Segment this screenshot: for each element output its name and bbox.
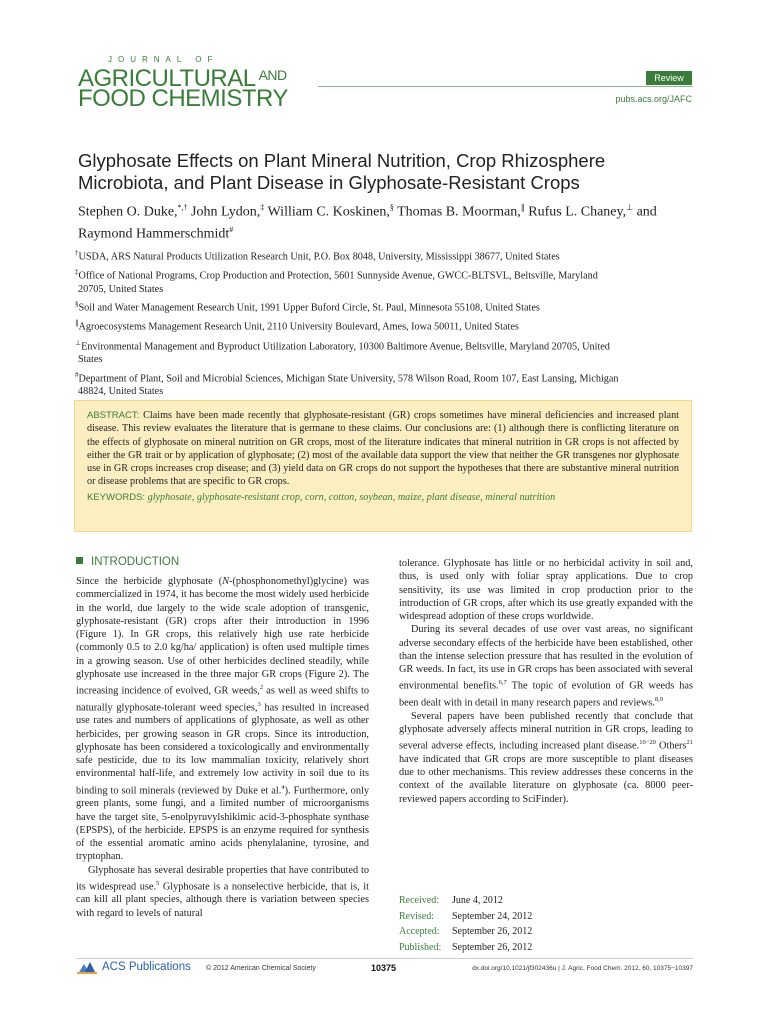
journal-name-small: JOURNAL OF [108, 55, 219, 64]
affiliation-list [75, 247, 700, 401]
author-affiliation-mark: # [229, 224, 234, 234]
affiliation-text-cont: 20705, United States [78, 283, 164, 295]
affiliation-mark: # [75, 370, 79, 379]
section-square-icon [76, 557, 83, 564]
text-run: as well as weed shifts to naturally glyphosate-tolerant weed species, [76, 685, 369, 714]
date-label: Accepted: [399, 926, 440, 937]
text-run: ). Furthermore, only green plants, some fungi, and a limited number of microorganisms have the target site, 5-enolpyruvylshikimic acid-3-phosphate synthase (EPSPS), of the herbicide. EPSPS is an enzyme required for synthesis of the essential aromatic amino acids phenylalanine, tyrosine, and tryptophan. [76, 785, 369, 863]
date-label: Received: [399, 895, 439, 906]
affiliation-mark: ‡ [75, 268, 79, 277]
intro-paragraph-4 [399, 623, 693, 709]
text-run: The topic of evolution of GR weeds has been dealt with in detail in many research papers and reviews. [399, 680, 694, 709]
author-affiliation-mark: ⊥ [626, 203, 634, 212]
text-run: Since the herbicide glyphosate ( [76, 576, 223, 587]
author-name: John Lydon, [187, 204, 261, 220]
citation-ref[interactable]: 3 [257, 700, 261, 708]
affiliation-mark: ∥ [75, 319, 79, 328]
journal-name-line2: FOOD CHEMISTRY [78, 85, 288, 112]
abstract-label: ABSTRACT: [87, 410, 140, 421]
affiliation [75, 247, 700, 264]
text-run: Glyphosate is a nonselective herbicide, that is, it can kill all plant species, although there is variation between species with regard to levels of natural [76, 881, 369, 919]
affiliation [75, 317, 700, 334]
author-list [78, 199, 698, 242]
left-column [76, 575, 369, 920]
date-label: Published: [399, 941, 442, 953]
publisher-name: ACS Publications [102, 961, 191, 973]
author-affiliation-mark: *,† [177, 203, 188, 212]
affiliation [75, 266, 700, 296]
affiliation-text: Soil and Water Management Research Unit, 1991 Upper Buford Circle, St. Paul, Minnesota 55108, United States [78, 302, 540, 314]
affiliation-text: Office of National Programs, Crop Production and Protection, 5601 Sunnyside Avenue, GWCC-BLTSVL, Beltsville, Maryland [78, 270, 598, 282]
text-run: Others [655, 740, 687, 752]
intro-paragraph-5 [399, 710, 693, 806]
keywords-text: glyphosate, glyphosate-resistant crop, corn, cotton, soybean, maize, plant disease, mineral nutrition [147, 491, 556, 503]
text-run: tolerance. Glyphosate has little or no herbicidal activity in soil and, thus, is used only with foliar spray applications. Due to crop sensitivity, its use was limited in crop production prior to the introduction of GR crops, after which its use greatly expanded with the widespread adoption of these crops worldwide. [399, 558, 693, 622]
date-value: June 4, 2012 [452, 895, 503, 906]
author-affiliation-mark: ‡ [260, 203, 265, 212]
citation-ref[interactable]: 2 [259, 684, 264, 691]
citation-ref[interactable]: 6,7 [498, 679, 507, 687]
intro-paragraph-3 [399, 557, 693, 623]
author-name: and Raymond Hammerschmidt [78, 204, 657, 242]
article-title: Glyphosate Effects on Plant Mineral Nutrition, Crop Rhizosphere Microbiota, and Plant Disease in Glyphosate-Resistant Crops [78, 150, 606, 193]
affiliation-text-cont: States [78, 354, 103, 366]
citation-ref[interactable]: 21 [686, 739, 693, 747]
doi-citation-link[interactable]: dx.doi.org/10.1021/jf302436u | J. Agric. Food Chem. 2012, 60, 10375−10397 [472, 965, 693, 972]
author-affiliation-mark: ∥ [520, 203, 525, 212]
date-value: September 24, 2012 [452, 910, 533, 922]
section-heading-text: INTRODUCTION [91, 556, 180, 568]
affiliation-text: USDA, ARS Natural Products Utilization Research Unit, P.O. Box 8048, University, Mississippi 38677, United States [78, 251, 560, 263]
copyright-notice: © 2012 American Chemical Society [206, 965, 316, 972]
abstract-text: Claims have been made recently that glyphosate-resistant (GR) crops sometimes have mineral deficiencies and increased plant disease. This review evaluates the literature that is germane to these claims. Our conclusions are: (1) although there is conflicting literature on the effects of glyphosate on mineral nutrition on GR crops, most of the literature indicates that mineral nutrition in GR crops is not affected by either the GR trait or by application of glyphosate; (2) most of the available data support the view that neither the GR transgenes nor glyphosate use in GR crops increases crop disease; and (3) yield data on GR crops do not support the hypotheses that there are substantive mineral nutrition or disease problems that are specific to GR crops. [87, 410, 680, 488]
keywords-label: KEYWORDS: [87, 491, 146, 503]
text-run: Glyphosate has several desirable properties that have contributed to its widespread use. [76, 864, 369, 893]
acs-logo-icon [76, 961, 98, 975]
journal-line1-text: AGRICULTURAL [78, 65, 256, 92]
article-type-badge: Review [646, 71, 692, 85]
article-dates [399, 893, 532, 955]
right-column [399, 557, 693, 806]
affiliation-text: Agroecosystems Management Research Unit, 2110 University Boulevard, Ames, Iowa 50011, United States [78, 321, 519, 333]
citation-ref[interactable]: 4 [281, 783, 285, 791]
affiliation-mark: ⊥ [75, 338, 82, 347]
affiliation-text-cont: 48824, United States [78, 386, 164, 398]
footer-rule [76, 958, 693, 959]
italic-text: N [222, 576, 230, 587]
date-row [399, 924, 532, 940]
affiliation-mark: † [75, 249, 79, 257]
text-run: -(phosphonomethyl)glycine) was commercialized in 1974, it has become the most widely used herbicide in the world, due largely to the wide scale adoption of transgenic, glyphosate-resistant (GR) crops after their introduction in 1996 (Figure 1). In GR crops, this relatively high use rate herbicide (commonly 0.5 to 2.0 kg/ha/ application) is often used multiple times in a growing season. Use of other herbicides declined steadily, while glyphosate use increased in the three major GR crops (Figure 2). The increasing incidence of evolved, GR weeds, [76, 576, 369, 697]
text-run: Several papers have been published recently that conclude that glyphosate adversely affects mineral nutrition in GR crops, leading to several adverse effects, including increased plant disease. [399, 710, 693, 752]
citation-ref[interactable]: 8,9 [654, 695, 664, 703]
section-heading [76, 556, 179, 568]
date-value: September 26, 2012 [452, 941, 533, 953]
intro-paragraph-2 [76, 864, 369, 920]
text-run: During its several decades of use over vast areas, no significant adverse secondary effects of the herbicide have been established, other than the intense selection pressure that has resulted in the evolution of GR weeds. In fact, its use in GR crops has been associated with several environmental benefits. [399, 624, 693, 692]
affiliation-text: Department of Plant, Soil and Microbial Sciences, Michigan State University, 578 Wilson Road, Room 107, East Lansing, Michigan [78, 373, 619, 385]
author-name: Stephen O. Duke, [78, 204, 178, 220]
date-label: Revised: [399, 910, 434, 922]
author-name: Rufus L. Chaney, [524, 204, 627, 220]
abstract-box [74, 400, 692, 532]
page-number: 10375 [371, 963, 397, 973]
journal-url-link[interactable]: pubs.acs.org/JAFC [615, 94, 692, 104]
text-run: has resulted in increased use rates and numbers of applications of glyphosate, as well as other herbicides, per growing season in GR crops. Since its introduction, glyphosate has been considered a toxicologically and environmentally safe pesticide, due to its low mammalian toxicity, relatively short environmental half-life, and extremely low activity in soil due to its binding to soil minerals (reviewed by Duke et al. [76, 702, 369, 797]
abstract-paragraph [87, 409, 679, 489]
date-row [399, 893, 532, 909]
affiliation [75, 369, 700, 399]
date-value: September 26, 2012 [452, 926, 533, 937]
author-name: Thomas B. Moorman, [393, 204, 521, 220]
header-rule [318, 86, 693, 87]
affiliation-mark: § [75, 300, 79, 309]
date-row [399, 909, 532, 925]
intro-paragraph-1 [76, 575, 369, 864]
citation-ref[interactable]: 10−20 [639, 739, 656, 747]
journal-and: AND [258, 67, 287, 83]
keywords-line [87, 491, 679, 504]
author-affiliation-mark: § [389, 203, 394, 212]
affiliation [75, 298, 700, 315]
affiliation-text: Environmental Management and Byproduct Utilization Laboratory, 10300 Baltimore Avenue, Beltsville, Maryland 20705, United [81, 340, 610, 352]
author-name: William C. Koskinen, [264, 204, 390, 220]
date-row [399, 940, 532, 956]
text-run: have indicated that GR crops are more susceptible to plant diseases due to other mechanisms. This review addresses these concerns in the context of the available literature on glyphosate (ca. 8000 peer-reviewed papers according to SciFinder). [399, 753, 693, 805]
affiliation [75, 337, 700, 367]
citation-ref[interactable]: 5 [156, 879, 160, 887]
